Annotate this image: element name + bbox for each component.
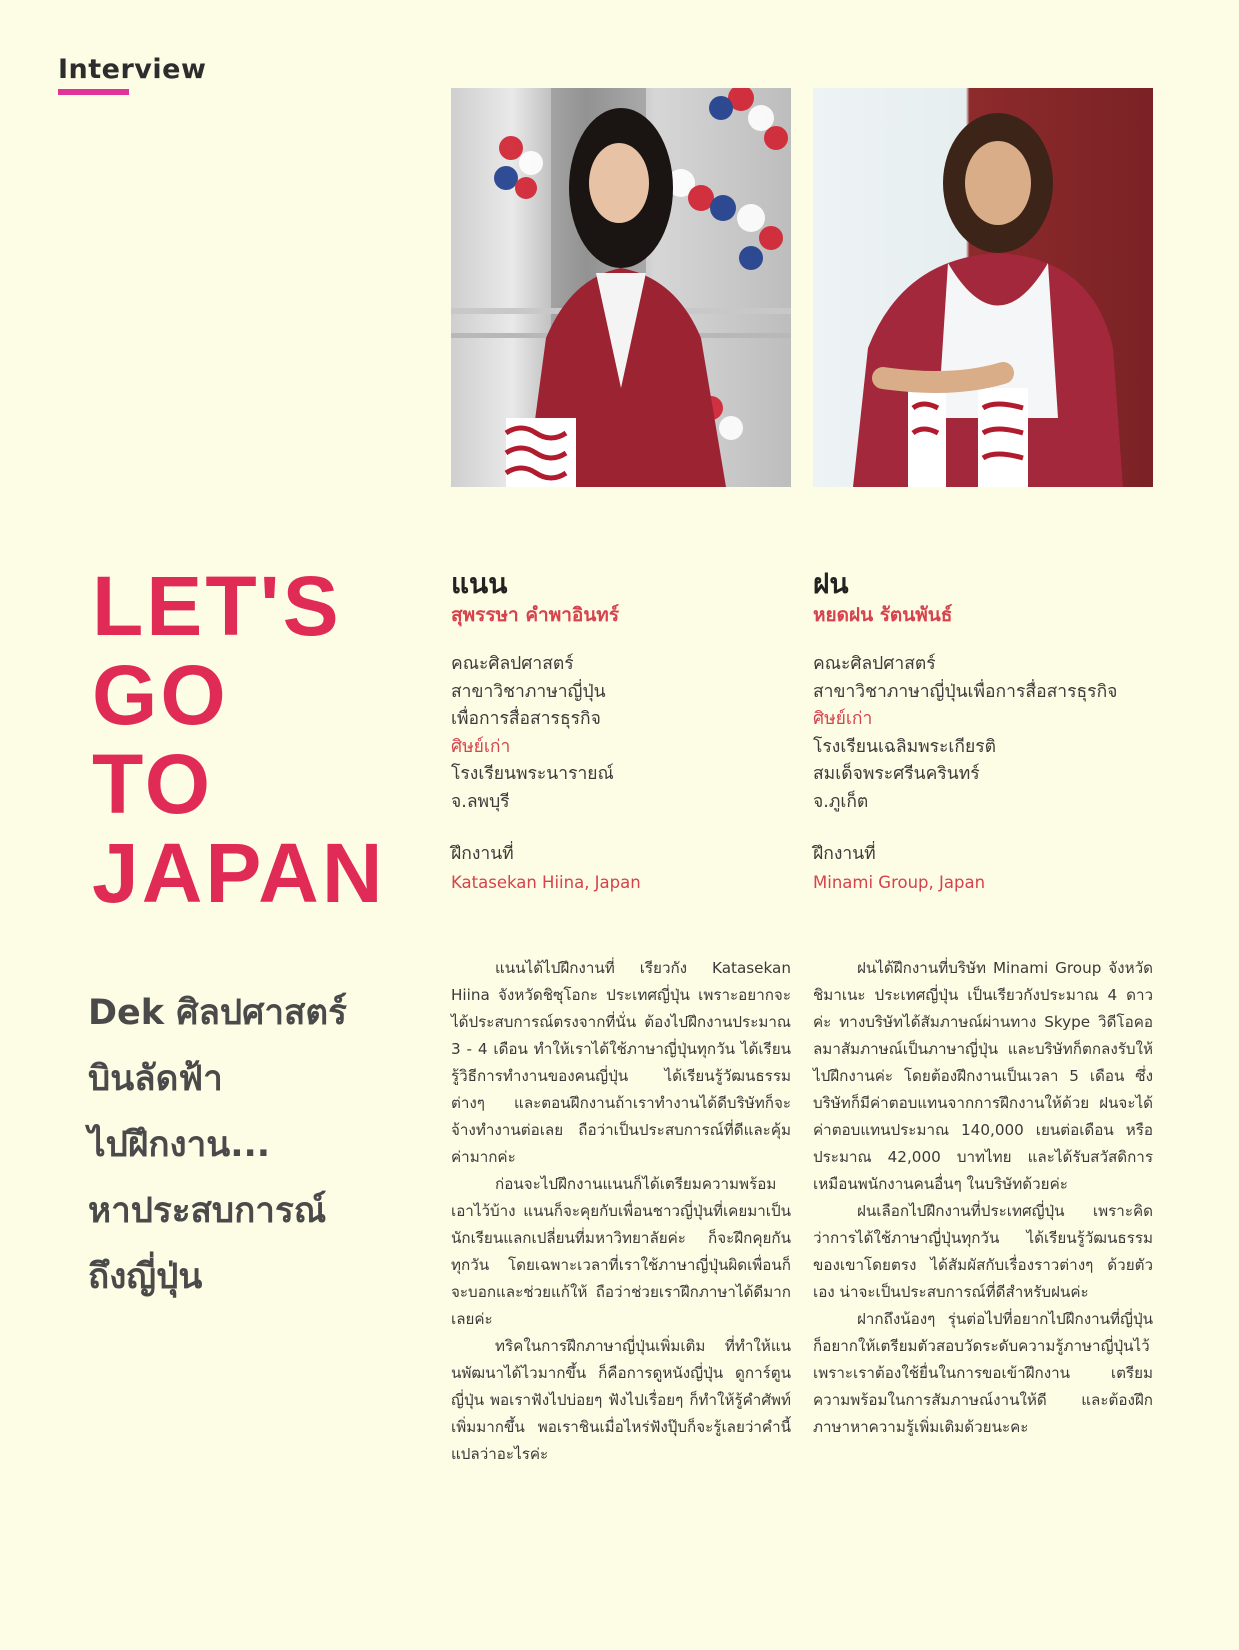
profile-company: Katasekan Hiina, Japan — [451, 872, 641, 892]
subhead-line: บินลัดฟ้า — [88, 1059, 223, 1099]
profile-school-line: โรงเรียนพระนารายณ์ — [451, 764, 614, 784]
profile-fullname: หยดฝน รัตนพันธ์ — [813, 604, 953, 626]
headline-line: GO — [92, 648, 229, 742]
profile-faculty: คณะศิลปศาสตร์ — [813, 654, 936, 674]
article-nan — [451, 955, 791, 1468]
profile-school-line: จ.ลพบุรี — [451, 791, 510, 812]
profile-faculty: คณะศิลปศาสตร์ — [451, 654, 574, 674]
profile-nickname: แนน — [451, 567, 508, 600]
profile-company: Minami Group, Japan — [813, 872, 986, 892]
profile-fullname: สุพรรษา คำพาอินทร์ — [451, 604, 620, 626]
article-paragraph: ทริคในการฝึกภาษาญี่ปุ่นเพิ่มเติม ที่ทำให้แนนพัฒนาได้ไวมากขึ้น ก็คือการดูหนังญี่ปุ่น ดูการ์ตูนญี่ปุ่น พอเราฟังไปบ่อยๆ ฟังไปเรื่อยๆ ก็ทำให้รู้คำศัพท์เพิ่มมากขึ้น พอเราชินเมื่อไหร่ฟังปุ๊บก็จะรู้เลยว่าคำนี้แปลว่าอะไรค่ะ — [451, 1337, 791, 1463]
headline-line: LET'S — [92, 559, 342, 653]
profile-major-line: เพื่อการสื่อสารธุรกิจ — [451, 709, 601, 729]
profile-alumni-label: ศิษย์เก่า — [451, 736, 511, 757]
profile-nickname: ฝน — [813, 567, 849, 600]
headline-line: TO — [92, 737, 214, 831]
photo-fon-illustration — [813, 88, 1153, 487]
profile-alumni-label: ศิษย์เก่า — [813, 709, 873, 729]
article-paragraph: ฝนได้ฝึกงานที่บริษัท Minami Group จังหวัดชิมาเนะ ประเทศญี่ปุ่น เป็นเรียวกังประมาณ 4 ดาวค่ะ ทางบริษัทได้สัมภาษณ์ผ่านทาง Skype วิดีโอคอลมาสัมภาษณ์เป็นภาษาญี่ปุ่น และบริษัทก็ตกลงรับให้ไปฝึกงานค่ะ โดยต้องฝึกงานเป็นเวลา 5 เดือน ซึ่งบริษัทก็มีค่าตอบแทนจากการฝึกงานให้ด้วย ฝนจะได้ค่าตอบแทนประมาณ 140,000 เยนต่อเดือน หรือประมาณ 42,000 บาทไทย และได้รับสวัสดิการเหมือนพนักงานคนอื่นๆ ในบริษัทด้วยค่ะ — [813, 959, 1153, 1193]
profile-fon — [813, 567, 1173, 897]
article-fon — [813, 955, 1153, 1441]
profile-nan — [451, 567, 811, 897]
profile-major-line: สาขาวิชาภาษาญี่ปุ่น — [451, 681, 606, 702]
subhead-line: ถึงญี่ปุ่น — [88, 1257, 203, 1297]
profile-school-line: โรงเรียนเฉลิมพระเกียรติ — [813, 736, 997, 757]
profile-intern-label: ฝึกงานที่ — [451, 844, 514, 864]
profile-intern-label: ฝึกงานที่ — [813, 844, 876, 864]
photo-fon — [813, 88, 1153, 487]
headline — [92, 559, 386, 920]
subhead — [88, 980, 408, 1310]
article-paragraph: ก่อนจะไปฝึกงานแนนก็ได้เตรียมความพร้อมเอาไว้บ้าง แนนก็จะคุยกับเพื่อนชาวญี่ปุ่นที่เคยมาเป็นนักเรียนแลกเปลี่ยนที่มหาวิทยาลัยค่ะ ก็จะฝึกคุยกันทุกวัน โดยเฉพาะเวลาที่เราใช้ภาษาญี่ปุ่นผิดเพื่อนก็จะบอกและช่วยแก้ให้ ถือว่าช่วยเราฝึกภาษาได้ดีมากเลยค่ะ — [451, 1175, 791, 1328]
article-paragraph: ฝนเลือกไปฝึกงานที่ประเทศญี่ปุ่น เพราะคิดว่าการได้ใช้ภาษาญี่ปุ่นทุกวัน ได้เรียนรู้วัฒนธรรมของเขาโดยตรง ได้สัมผัสกับเรื่องราวต่างๆ ด้วยตัวเอง น่าจะเป็นประสบการณ์ที่ดีสำหรับฝนค่ะ — [813, 1202, 1153, 1301]
section-tag: Interview — [58, 54, 207, 85]
article-paragraph: แนนได้ไปฝึกงานที่ เรียวกัง Katasekan Hiina จังหวัดชิซุโอกะ ประเทศญี่ปุ่น เพราะอยากจะได้ประสบการณ์ตรงจากที่นั่น ต้องไปฝึกงานประมาณ 3 - 4 เดือน ทำให้เราได้ใช้ภาษาญี่ปุ่นทุกวัน ได้เรียนรู้วิธีการทำงานของคนญี่ปุ่น ได้เรียนรู้วัฒนธรรมต่างๆ และตอนฝึกงานถ้าเราทำงานได้ดีบริษัทก็จะจ้างทำงานต่อเลย ถือว่าเป็นประสบการณ์ที่ดีและคุ้มค่ามากค่ะ — [451, 959, 791, 1166]
subhead-line: Dek ศิลปศาสตร์ — [88, 993, 347, 1033]
article-paragraph: ฝากถึงน้องๆ รุ่นต่อไปที่อยากไปฝึกงานที่ญี่ปุ่น ก็อยากให้เตรียมตัวสอบวัดระดับความรู้ภาษาญี่ปุ่นไว้ เพราะเราต้องใช้ยื่นในการขอเข้าฝึกงาน เตรียมความพร้อมในการสัมภาษณ์งานให้ดี และต้องฝึกภาษาหาความรู้เพิ่มเติมด้วยนะคะ — [813, 1310, 1153, 1436]
photo-nan-illustration — [451, 88, 791, 487]
profile-major-line: สาขาวิชาภาษาญี่ปุ่นเพื่อการสื่อสารธุรกิจ — [813, 681, 1118, 702]
section-underline — [58, 89, 129, 95]
photo-nan — [451, 88, 791, 487]
subhead-line: หาประสบการณ์ — [88, 1191, 327, 1231]
profile-school-line: จ.ภูเก็ต — [813, 791, 869, 812]
headline-line: JAPAN — [92, 826, 386, 920]
subhead-line: ไปฝึกงาน... — [88, 1125, 271, 1165]
profile-school-line: สมเด็จพระศรีนครินทร์ — [813, 764, 980, 784]
